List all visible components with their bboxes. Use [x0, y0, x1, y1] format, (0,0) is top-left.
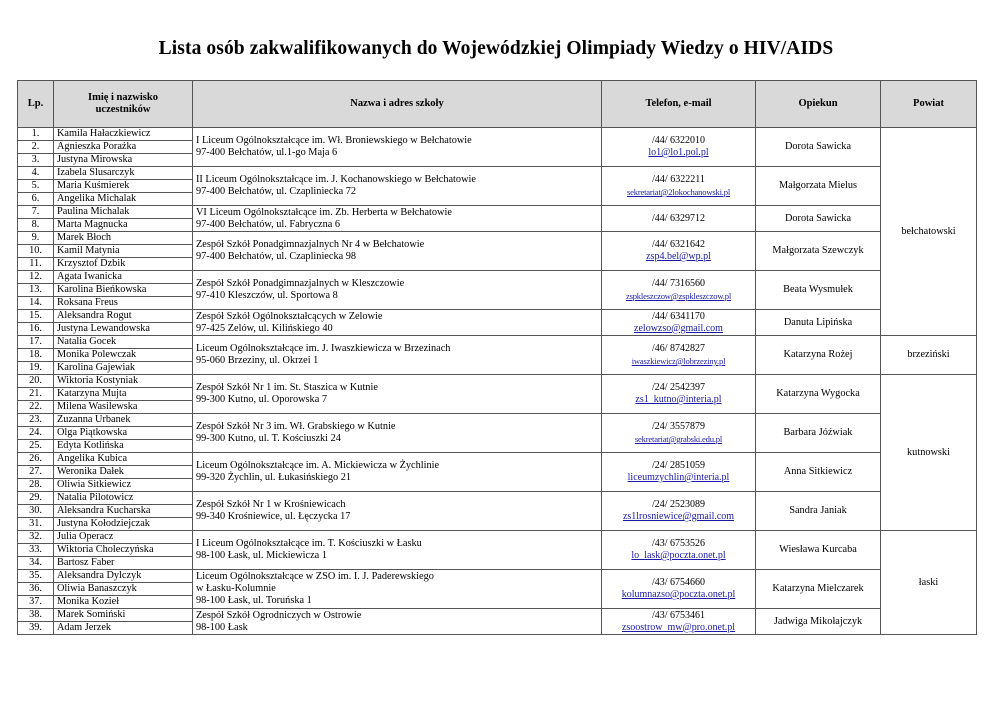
participant-name: Angelika Michalak [54, 193, 193, 206]
tutor-name: Jadwiga Mikołajczyk [756, 609, 881, 635]
participant-name: Natalia Gocek [54, 336, 193, 349]
school-contact [602, 375, 756, 414]
participant-name: Roksana Freus [54, 297, 193, 310]
phone-number: /43/ 6753461 [651, 609, 706, 621]
participant-name: Agnieszka Porażka [54, 141, 193, 154]
tutor-name: Beata Wysmułek [756, 271, 881, 310]
participant-name: Krzysztof Dzbik [54, 258, 193, 271]
participant-name: Paulina Michalak [54, 206, 193, 219]
row-number: 35. [18, 570, 54, 583]
row-number: 24. [18, 427, 54, 440]
tutor-name: Danuta Lipińska [756, 310, 881, 336]
participant-name: Kamila Hałaczkiewicz [54, 128, 193, 141]
participant-name: Karolina Gajewiak [54, 362, 193, 375]
tutor-name: Dorota Sawicka [756, 128, 881, 167]
email-link[interactable]: iwaszkiewicz@lobrzeziny.pl [631, 356, 726, 366]
school-contact [602, 492, 756, 531]
school-contact [602, 570, 756, 609]
school-contact [602, 531, 756, 570]
county-name: kutnowski [881, 375, 977, 531]
school-contact [602, 310, 756, 336]
table-body [18, 128, 977, 635]
participant-name: Milena Wasilewska [54, 401, 193, 414]
email-link[interactable]: liceumzychlin@interia.pl [627, 472, 730, 483]
county-name: brzeziński [881, 336, 977, 375]
row-number: 9. [18, 232, 54, 245]
table-row [18, 336, 977, 349]
tutor-name: Sandra Janiak [756, 492, 881, 531]
table-row [18, 206, 977, 219]
participant-name: Monika Kozieł [54, 596, 193, 609]
row-number: 7. [18, 206, 54, 219]
school-name-address [193, 336, 602, 375]
phone-number: /24/ 2851059 [651, 460, 706, 471]
email-link[interactable]: lo1@lo1.pol.pl [648, 147, 709, 158]
phone-number: /44/ 7316560 [651, 278, 706, 289]
school-line: Zespół Szkół Nr 1 w Krośniewicach [196, 499, 346, 510]
participant-name: Oliwia Sitkiewicz [54, 479, 193, 492]
row-number: 27. [18, 466, 54, 479]
participant-name: Wiktoria Choleczyńska [54, 544, 193, 557]
school-name-address [193, 206, 602, 232]
tutor-name: Wiesława Kurcaba [756, 531, 881, 570]
participant-name: Izabela Ślusarczyk [54, 167, 193, 180]
participant-name: Aleksandra Rogut [54, 310, 193, 323]
row-number: 2. [18, 141, 54, 154]
school-name-address [193, 232, 602, 271]
participant-name: Maria Kuśmierek [54, 180, 193, 193]
school-line: Zespół Szkół Ogrodniczych w Ostrowie [196, 609, 362, 621]
table-row [18, 128, 977, 141]
school-contact [602, 232, 756, 271]
row-number: 26. [18, 453, 54, 466]
participant-name: Angelika Kubica [54, 453, 193, 466]
participant-name: Olga Piątkowska [54, 427, 193, 440]
tutor-name: Katarzyna Rożej [756, 336, 881, 375]
participant-name: Kamil Matynia [54, 245, 193, 258]
participants-table [17, 80, 977, 635]
row-number: 5. [18, 180, 54, 193]
participant-name: Edyta Kotlińska [54, 440, 193, 453]
header-county: Powiat [881, 81, 977, 128]
county-name: bełchatowski [881, 128, 977, 336]
row-number: 23. [18, 414, 54, 427]
table-row [18, 570, 977, 583]
row-number: 30. [18, 505, 54, 518]
row-number: 28. [18, 479, 54, 492]
phone-number: /44/ 6322010 [651, 135, 706, 146]
email-link[interactable]: zs1lrosniewice@gmail.com [622, 511, 735, 522]
school-line: 95-060 Brzeziny, ul. Okrzei 1 [196, 355, 319, 366]
school-line: 97-400 Bełchatów, ul.1-go Maja 6 [196, 147, 338, 158]
table-row [18, 232, 977, 245]
school-line: 99-300 Kutno, ul. Oporowska 7 [196, 394, 327, 405]
school-line: 97-400 Bełchatów, ul. Czapliniecka 72 [196, 186, 357, 197]
phone-number: /43/ 6754660 [651, 577, 706, 588]
header-contact: Telefon, e-mail [602, 81, 756, 128]
school-contact [602, 128, 756, 167]
participant-name: Natalia Pilotowicz [54, 492, 193, 505]
phone-number: /44/ 6329712 [651, 212, 706, 224]
row-number: 18. [18, 349, 54, 362]
row-number: 20. [18, 375, 54, 388]
participant-name: Justyna Kołodziejczak [54, 518, 193, 531]
school-line: Zespół Szkół Nr 1 im. St. Staszica w Kutnie [196, 382, 378, 393]
school-line: 99-300 Kutno, ul. T. Kościuszki 24 [196, 433, 341, 444]
participant-name: Weronika Dałek [54, 466, 193, 479]
row-number: 12. [18, 271, 54, 284]
school-line: Zespół Szkół Nr 3 im. Wł. Grabskiego w Kutnie [196, 421, 396, 432]
school-line: 98-100 Łask, ul. Mickiewicza 1 [196, 550, 327, 561]
phone-number: /24/ 2523089 [651, 499, 706, 510]
participant-name: Karolina Bieńkowska [54, 284, 193, 297]
row-number: 36. [18, 583, 54, 596]
row-number: 31. [18, 518, 54, 531]
tutor-name: Katarzyna Mielczarek [756, 570, 881, 609]
participant-name: Katarzyna Mujta [54, 388, 193, 401]
row-number: 19. [18, 362, 54, 375]
row-number: 38. [18, 609, 54, 622]
row-number: 10. [18, 245, 54, 258]
email-link[interactable]: sekretariat@grabski.edu.pl [634, 434, 723, 444]
header-row [18, 81, 977, 128]
school-name-address [193, 167, 602, 206]
email-link[interactable]: kolumnazso@poczta.onet.pl [621, 589, 736, 600]
table-row [18, 375, 977, 388]
row-number: 4. [18, 167, 54, 180]
row-number: 15. [18, 310, 54, 323]
table-row [18, 531, 977, 544]
participant-name: Aleksandra Dylczyk [54, 570, 193, 583]
participant-name: Julia Operacz [54, 531, 193, 544]
email-link[interactable]: lo_lask@poczta.onet.pl [631, 550, 726, 561]
phone-number: /44/ 6321642 [651, 239, 706, 250]
row-number: 39. [18, 622, 54, 635]
participant-name: Marek Somiński [54, 609, 193, 622]
tutor-name: Małgorzata Szewczyk [756, 232, 881, 271]
school-name-address [193, 531, 602, 570]
school-line: 98-100 Łask, ul. Toruńska 1 [196, 595, 312, 606]
school-line: Zespół Szkół Ponadgimnazjalnych w Kleszczowie [196, 278, 405, 289]
school-line: 97-425 Zelów, ul. Kilińskiego 40 [196, 322, 333, 334]
tutor-name: Katarzyna Wygocka [756, 375, 881, 414]
row-number: 16. [18, 323, 54, 336]
school-name-address [193, 375, 602, 414]
school-line: 99-340 Krośniewice, ul. Łęczycka 17 [196, 511, 351, 522]
school-line: 98-100 Łask [196, 621, 248, 633]
row-number: 34. [18, 557, 54, 570]
row-number: 17. [18, 336, 54, 349]
table-row [18, 271, 977, 284]
school-contact [602, 414, 756, 453]
phone-number: /24/ 2542397 [651, 382, 706, 393]
school-contact [602, 206, 756, 232]
school-contact [602, 271, 756, 310]
row-number: 29. [18, 492, 54, 505]
row-number: 32. [18, 531, 54, 544]
participant-name: Aleksandra Kucharska [54, 505, 193, 518]
row-number: 33. [18, 544, 54, 557]
table-row [18, 310, 977, 323]
header-lp: Lp. [18, 81, 54, 128]
row-number: 37. [18, 596, 54, 609]
header-tutor: Opiekun [756, 81, 881, 128]
school-line: 97-400 Bełchatów, ul. Fabryczna 6 [196, 218, 341, 230]
school-line: II Liceum Ogólnokształcące im. J. Kochanowskiego w Bełchatowie [196, 174, 476, 185]
participant-name: Marek Błoch [54, 232, 193, 245]
school-contact [602, 167, 756, 206]
email-link[interactable]: zsoostrow_mw@pro.onet.pl [621, 621, 736, 633]
email-link[interactable]: sekretariat@2lokochanowski.pl [626, 187, 731, 197]
phone-number: /44/ 6322211 [652, 174, 705, 185]
table-row [18, 453, 977, 466]
school-line: 97-400 Bełchatów, ul. Czapliniecka 98 [196, 251, 357, 262]
school-name-address [193, 310, 602, 336]
school-line: I Liceum Ogólnokształcące im. T. Kościuszki w Łasku [196, 538, 422, 549]
school-line: Liceum Ogólnokształcące im. J. Iwaszkiewicza w Brzezinach [196, 343, 451, 354]
participant-name: Agata Iwanicka [54, 271, 193, 284]
tutor-name: Małgorzata Mielus [756, 167, 881, 206]
email-link[interactable]: zelowzso@gmail.com [634, 322, 723, 334]
row-number: 6. [18, 193, 54, 206]
school-line: Liceum Ogólnokształcące w ZSO im. I. J. Paderewskiego [196, 571, 434, 582]
row-number: 13. [18, 284, 54, 297]
participant-name: Zuzanna Urbanek [54, 414, 193, 427]
header-school: Nazwa i adres szkoły [193, 81, 602, 128]
phone-number: /44/ 6341170 [652, 310, 705, 322]
participant-name: Marta Magnucka [54, 219, 193, 232]
school-line: I Liceum Ogólnokształcące im. Wł. Broniewskiego w Bełchatowie [196, 135, 472, 146]
participant-name: Justyna Mirowska [54, 154, 193, 167]
page-title: Lista osób zakwalifikowanych do Wojewódzkiej Olimpiady Wiedzy o HIV/AIDS [158, 38, 834, 59]
school-name-address [193, 453, 602, 492]
tutor-name: Anna Sitkiewicz [756, 453, 881, 492]
school-name-address [193, 271, 602, 310]
email-link[interactable]: zsp4.bel@wp.pl [646, 251, 711, 262]
participant-name: Adam Jerzek [54, 622, 193, 635]
county-name: łaski [881, 531, 977, 635]
tutor-name: Dorota Sawicka [756, 206, 881, 232]
school-line: w Łasku-Kolumnie [196, 583, 276, 594]
row-number: 21. [18, 388, 54, 401]
row-number: 25. [18, 440, 54, 453]
row-number: 11. [18, 258, 54, 271]
row-number: 3. [18, 154, 54, 167]
row-number: 14. [18, 297, 54, 310]
header-name: Imię i nazwisko uczestników [54, 81, 193, 128]
email-link[interactable]: zs1_kutno@interia.pl [635, 394, 722, 405]
school-line: VI Liceum Ogólnokształcące im. Zb. Herberta w Bełchatowie [196, 206, 452, 218]
phone-number: /24/ 3557879 [651, 421, 706, 432]
table-row [18, 167, 977, 180]
school-line: 99-320 Żychlin, ul. Łukasińskiego 21 [196, 472, 352, 483]
table-row [18, 414, 977, 427]
participant-name: Oliwia Banaszczyk [54, 583, 193, 596]
tutor-name: Barbara Jóźwiak [756, 414, 881, 453]
row-number: 8. [18, 219, 54, 232]
table-row [18, 609, 977, 622]
school-name-address [193, 128, 602, 167]
row-number: 1. [18, 128, 54, 141]
school-name-address [193, 414, 602, 453]
row-number: 22. [18, 401, 54, 414]
school-contact [602, 609, 756, 635]
phone-number: /43/ 6753526 [651, 538, 706, 549]
school-line: 97-410 Kleszczów, ul. Sportowa 8 [196, 290, 338, 301]
school-name-address [193, 609, 602, 635]
participant-name: Bartosz Faber [54, 557, 193, 570]
phone-number: /46/ 8742827 [651, 343, 706, 354]
school-name-address [193, 570, 602, 609]
table-row [18, 492, 977, 505]
school-line: Zespół Szkół Ponadgimnazjalnych Nr 4 w Bełchatowie [196, 239, 425, 250]
participant-name: Monika Polewczak [54, 349, 193, 362]
participant-name: Wiktoria Kostyniak [54, 375, 193, 388]
school-line: Zespół Szkół Ogólnokształcących w Zelowie [196, 310, 383, 322]
email-link[interactable]: zspkleszczow@zspkleszczow.pl [625, 291, 732, 301]
participant-name: Justyna Lewandowska [54, 323, 193, 336]
school-name-address [193, 492, 602, 531]
school-line: Liceum Ogólnokształcące im. A. Mickiewicza w Żychlinie [196, 460, 440, 471]
school-contact [602, 453, 756, 492]
school-contact [602, 336, 756, 375]
